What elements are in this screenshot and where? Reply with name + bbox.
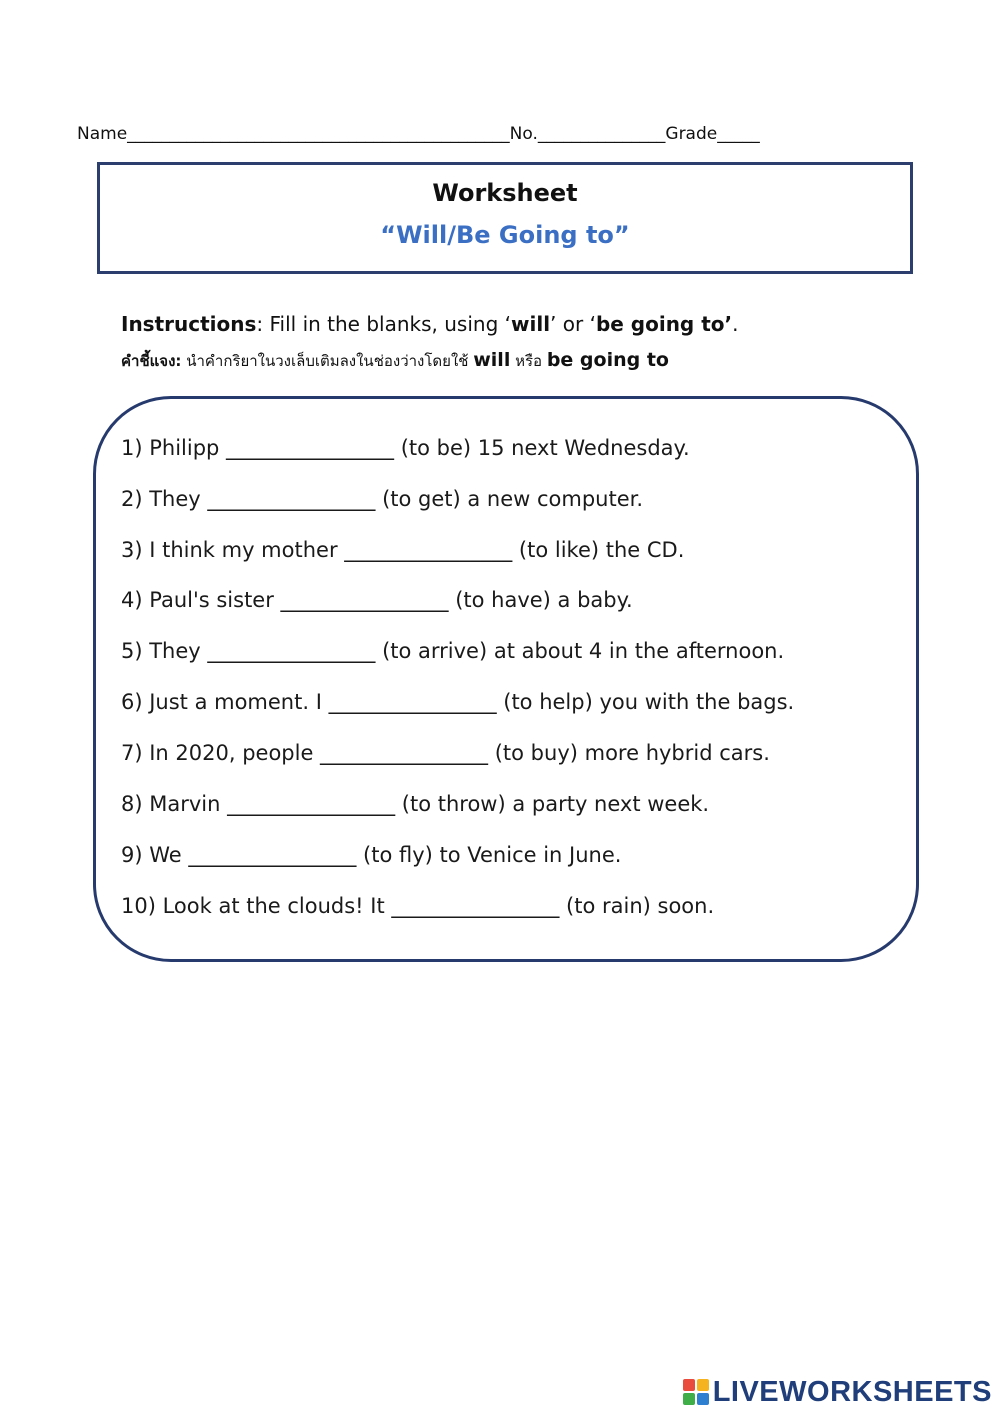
instructions-text-2: ’ or ‘ <box>550 312 596 336</box>
logo-square-2 <box>697 1379 709 1391</box>
question-4[interactable]: 4) Paul's sister ________________ (to have) a baby. <box>121 588 633 612</box>
instructions-text-3: . <box>732 312 739 336</box>
grade-label: Grade <box>665 124 718 144</box>
worksheet-subtitle: “Will/Be Going to” <box>380 221 630 249</box>
logo-square-3 <box>683 1393 695 1405</box>
question-1[interactable]: 1) Philipp ________________ (to be) 15 next Wednesday. <box>121 436 690 460</box>
question-8[interactable]: 8) Marvin ________________ (to throw) a party next week. <box>121 792 710 816</box>
number-label: No. <box>509 124 538 144</box>
question-3[interactable]: 3) I think my mother ________________ (to like) the CD. <box>121 538 685 562</box>
question-2[interactable]: 2) They ________________ (to get) a new computer. <box>121 487 644 511</box>
name-blank[interactable]: _____________________________________________ <box>127 124 510 144</box>
title-box <box>97 162 913 274</box>
question-7[interactable]: 7) In 2020, people ________________ (to buy) more hybrid cars. <box>121 741 770 765</box>
grade-blank[interactable]: _____ <box>717 124 760 144</box>
exercise-box <box>93 396 919 962</box>
logo-text: LIVEWORKSHEETS <box>712 1375 992 1408</box>
thai-or: หรือ <box>510 352 547 370</box>
question-9[interactable]: 9) We ________________ (to fly) to Venice in June. <box>121 843 622 867</box>
thai-will: will <box>473 349 511 371</box>
number-blank[interactable]: _______________ <box>537 124 666 144</box>
instructions-text-1: : Fill in the blanks, using ‘ <box>256 312 511 336</box>
student-info-line <box>77 124 760 144</box>
worksheet-title: Worksheet <box>432 179 578 207</box>
logo-icon <box>683 1379 709 1405</box>
thai-label: คำชี้แจง: <box>121 352 182 370</box>
thai-text: นำคำกริยาในวงเล็บเติมลงในช่องว่างโดยใช้ <box>181 352 474 370</box>
thai-be-going-to: be going to <box>546 349 669 371</box>
liveworksheets-logo <box>683 1377 992 1407</box>
logo-square-4 <box>697 1393 709 1405</box>
instructions-will: will <box>511 312 551 336</box>
question-5[interactable]: 5) They ________________ (to arrive) at about 4 in the afternoon. <box>121 639 785 663</box>
name-label: Name <box>77 124 128 144</box>
question-6[interactable]: 6) Just a moment. I ________________ (to help) you with the bags. <box>121 690 795 714</box>
question-10[interactable]: 10) Look at the clouds! It ________________ (to rain) soon. <box>121 894 715 918</box>
instructions-label: Instructions <box>121 312 257 336</box>
logo-square-1 <box>683 1379 695 1391</box>
instructions-be-going-to: be going to’ <box>595 312 733 336</box>
instructions-english <box>121 312 738 336</box>
instructions-thai <box>121 349 669 373</box>
